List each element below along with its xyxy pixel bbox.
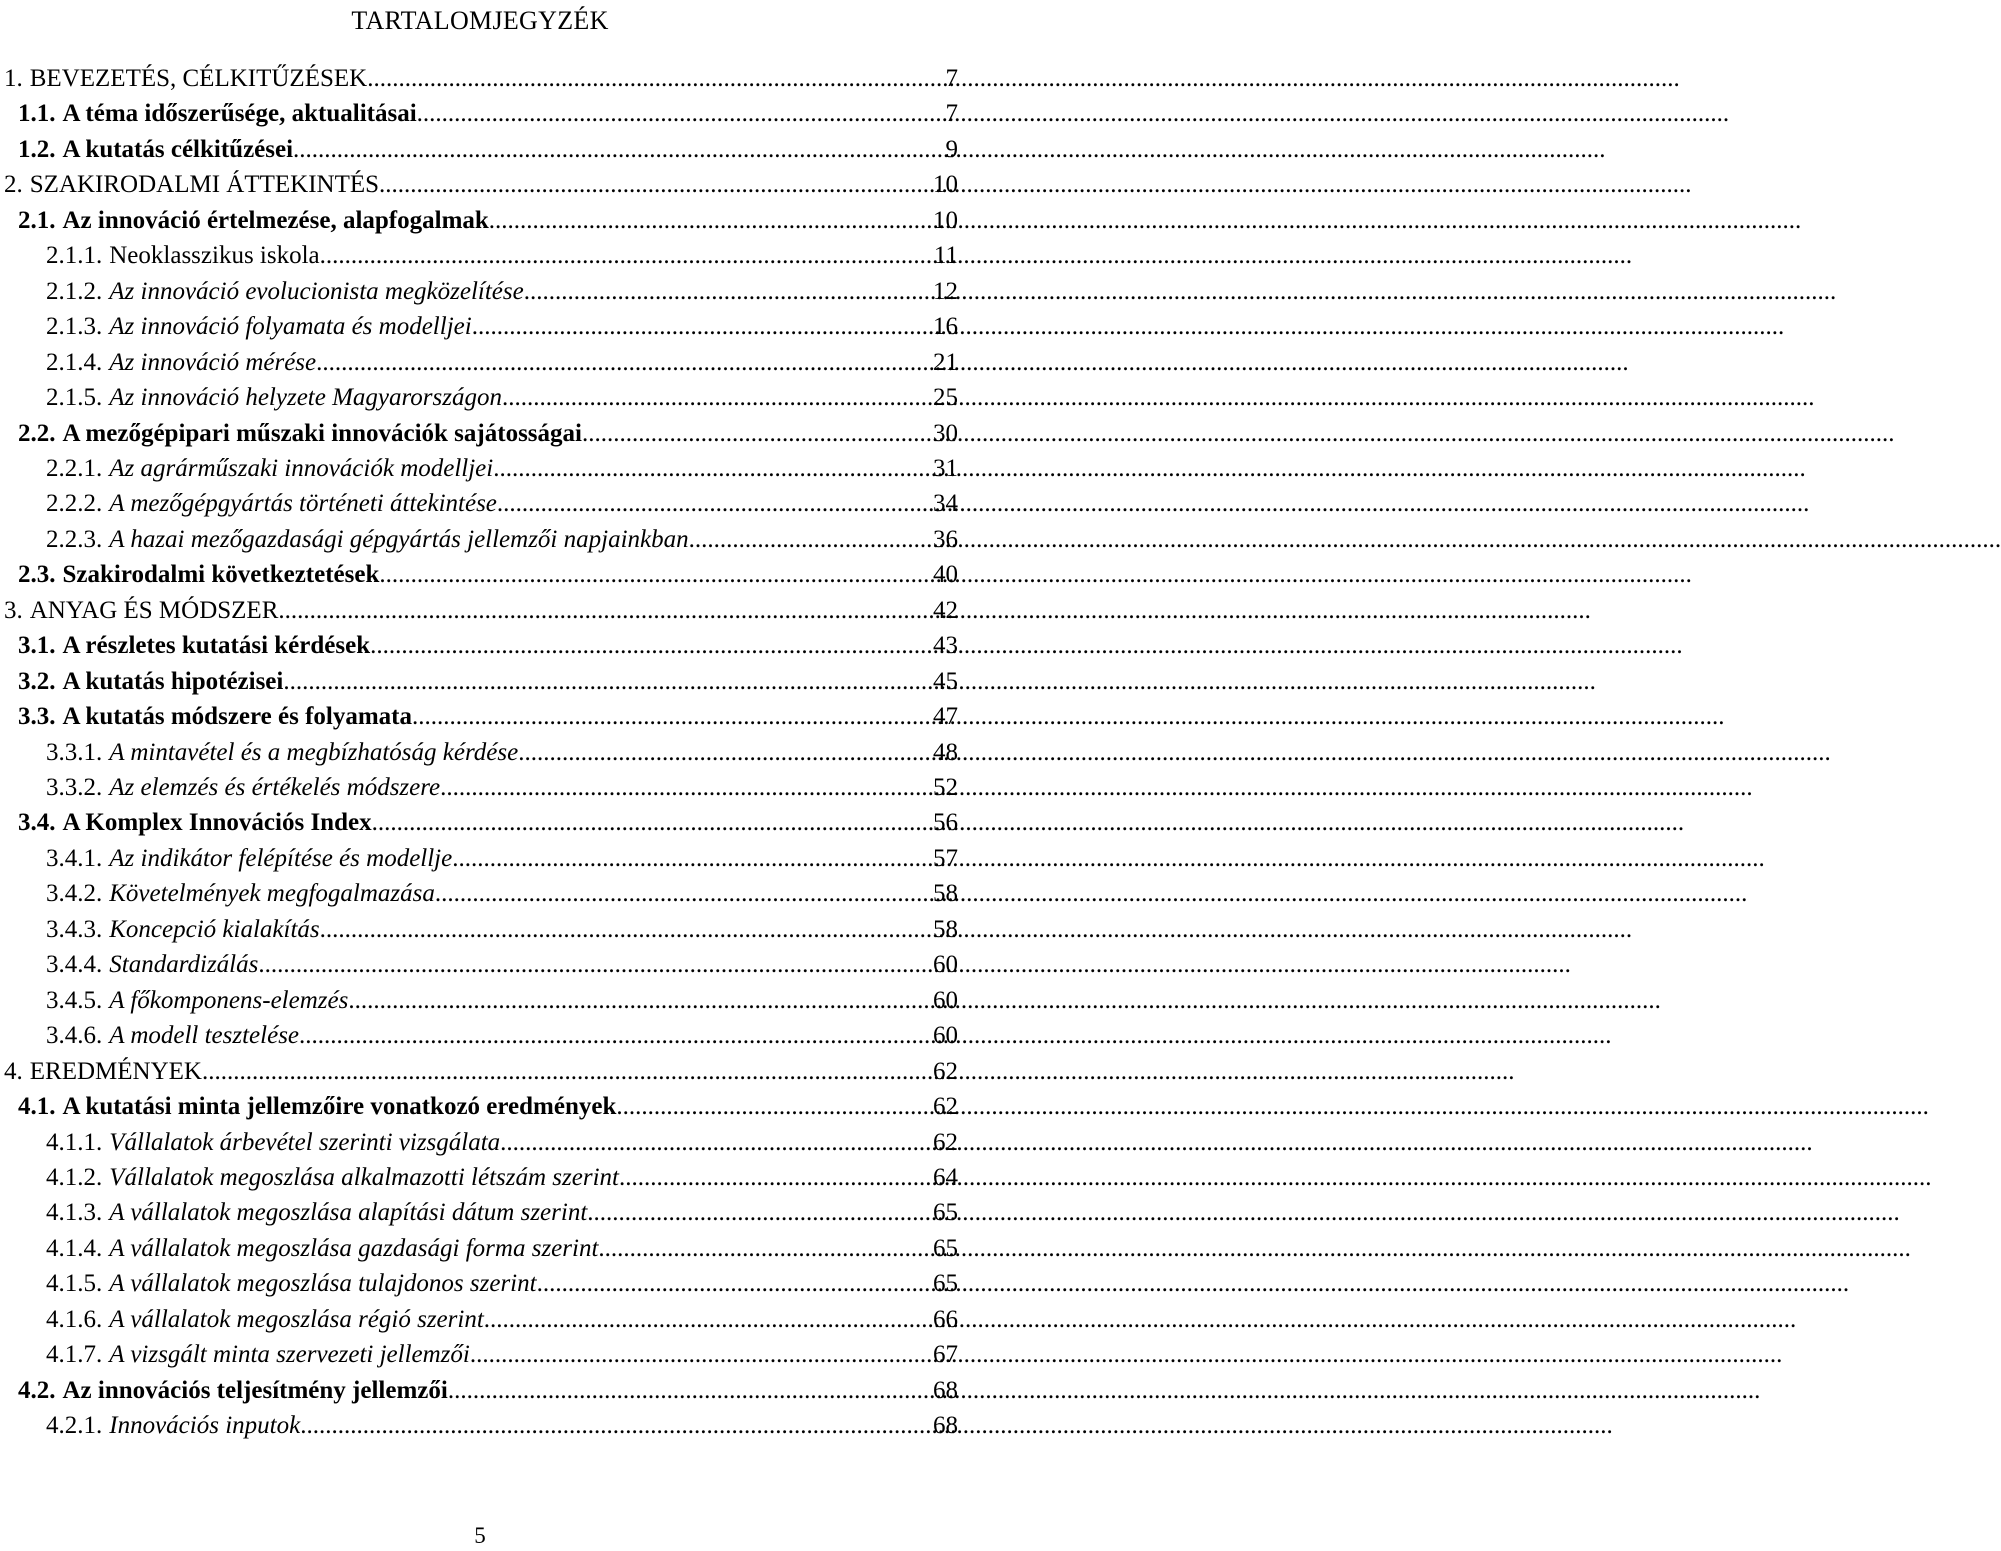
- toc-entry-page: 7: [945, 65, 958, 92]
- toc-entry-number: 2.1.2.: [46, 277, 103, 305]
- toc-entry-title: SZAKIRODALMI ÁTTEKINTÉS: [29, 171, 380, 199]
- toc-entry-number: 4.1.1.: [46, 1128, 103, 1156]
- toc-entry-page: 42: [933, 596, 958, 624]
- toc-entry-page: 21: [933, 348, 958, 376]
- toc-entry-page: 45: [933, 667, 958, 695]
- toc-entry-number: 3.3.1.: [46, 738, 103, 766]
- toc-entry-title: Koncepció kialakítás: [109, 915, 320, 943]
- toc-entry-number: 3.4.: [18, 809, 56, 837]
- toc-entry-number: 4.1.3.: [46, 1199, 103, 1227]
- toc-entry-number: 4.2.1.: [46, 1412, 103, 1440]
- toc-entry-page: 10: [933, 206, 958, 234]
- toc-entry-title: A Komplex Innovációs Index: [62, 809, 372, 837]
- toc-entry-title: Az innováció mérése: [109, 348, 317, 376]
- toc-entry[interactable]: [18, 1374, 958, 1408]
- toc-entry[interactable]: [18, 97, 958, 131]
- toc-entry-title: A mezőgépipari műszaki innovációk sajátosságai: [62, 419, 582, 447]
- toc-entry-number: 2.2.3.: [46, 525, 103, 553]
- dot-leader: [372, 806, 929, 840]
- toc-entry-title: BEVEZETÉS, CÉLKITŰZÉSEK: [29, 65, 368, 92]
- toc-entry-page: 64: [933, 1163, 958, 1191]
- toc-entry[interactable]: [46, 1126, 958, 1160]
- toc-entry[interactable]: [46, 1196, 958, 1230]
- toc-entry-title: Az innováció folyamata és modelljei: [109, 313, 472, 341]
- toc-entry[interactable]: [46, 948, 958, 982]
- toc-entry-title: Az innováció evolucionista megközelítése: [109, 277, 524, 305]
- toc-entry-page: 65: [933, 1234, 958, 1262]
- dot-leader: [348, 984, 929, 1018]
- toc-entry-page: 52: [933, 774, 958, 801]
- dot-leader: [435, 877, 929, 911]
- toc-entry[interactable]: [46, 1019, 958, 1053]
- toc-entry[interactable]: [4, 168, 958, 202]
- toc-entry-title: A kutatás módszere és folyamata: [62, 703, 412, 731]
- toc-entry-page: 30: [933, 419, 958, 447]
- toc-entry[interactable]: [46, 239, 958, 273]
- toc-entry-page: 9: [945, 135, 958, 163]
- toc-entry-page: 58: [933, 880, 958, 908]
- toc-entry[interactable]: [18, 204, 958, 238]
- toc-entry-title: A főkomponens-elemzés: [109, 986, 349, 1014]
- toc-entry-number: 2.1.5.: [46, 384, 103, 412]
- toc-entry-title: Az innovációs teljesítmény jellemzői: [62, 1376, 448, 1404]
- toc-entry[interactable]: [46, 452, 958, 486]
- toc-entry-page: 58: [933, 915, 958, 943]
- toc-entry-number: 2.2.1.: [46, 454, 103, 482]
- toc-entry-page: 11: [933, 242, 958, 270]
- toc-entry[interactable]: [46, 487, 958, 521]
- toc-entry-title: Az indikátor felépítése és modellje: [109, 844, 453, 872]
- toc-entry[interactable]: [4, 1055, 958, 1089]
- dot-leader: [470, 1338, 929, 1372]
- toc-entry[interactable]: [46, 310, 958, 344]
- toc-entry[interactable]: [46, 1338, 958, 1372]
- toc-entry[interactable]: [46, 736, 958, 770]
- dot-leader: [367, 62, 941, 96]
- toc-entry-page: 62: [933, 1093, 958, 1121]
- toc-entry-page: 62: [933, 1128, 958, 1156]
- dot-leader: [484, 1303, 929, 1337]
- dot-leader: [370, 629, 929, 663]
- toc-entry-page: 12: [933, 277, 958, 305]
- toc-entry[interactable]: [18, 417, 958, 451]
- toc-entry[interactable]: [46, 771, 958, 805]
- toc-entry-page: 7: [945, 100, 958, 128]
- toc-entry-title: A kutatási minta jellemzőire vonatkozó eredmények: [62, 1093, 617, 1121]
- toc-entry-page: 16: [933, 313, 958, 341]
- toc-entry-title: A téma időszerűsége, aktualitásai: [62, 100, 417, 128]
- dot-leader: [689, 523, 929, 557]
- toc-entry-page: 60: [933, 986, 958, 1014]
- toc-entry-title: Követelmények megfogalmazása: [109, 880, 435, 908]
- toc-entry[interactable]: [18, 1090, 958, 1124]
- toc-entry-number: 4.2.: [18, 1376, 56, 1404]
- toc-entry-page: 43: [933, 632, 958, 660]
- dot-leader: [587, 1196, 929, 1230]
- toc-entry-number: 2.2.: [18, 419, 56, 447]
- toc-entry-page: 66: [933, 1305, 958, 1333]
- toc-entry-title: A vizsgált minta szervezeti jellemzői: [109, 1341, 470, 1369]
- toc-entry-title: Innovációs inputok: [109, 1412, 301, 1440]
- toc-entry-number: 2.1.1.: [46, 242, 103, 270]
- toc-entry-page: 36: [933, 525, 958, 553]
- toc-entry-title: A mintavétel és a megbízhatóság kérdése: [109, 738, 519, 766]
- toc-entry-number: 2.1.4.: [46, 348, 103, 376]
- toc-entry-number: 4.1.4.: [46, 1234, 103, 1262]
- toc-entry-number: 3.: [4, 596, 23, 624]
- toc-entry-page: 57: [933, 844, 958, 872]
- document-page: [0, 0, 960, 1551]
- toc-entry-title: Az agrárműszaki innovációk modelljei: [109, 454, 494, 482]
- toc-entry-title: A kutatás célkitűzései: [62, 135, 294, 163]
- toc-entry-number: 4.1.: [18, 1093, 56, 1121]
- toc-entry-number: 3.3.: [18, 703, 56, 731]
- toc-entry-number: 3.4.6.: [46, 1022, 103, 1050]
- toc-entry-number: 2.2.2.: [46, 490, 103, 518]
- toc-entry-title: Standardizálás: [109, 951, 259, 979]
- toc-entry-title: Az elemzés és értékelés módszere: [109, 774, 441, 801]
- toc-entry-title: A modell tesztelése: [109, 1022, 300, 1050]
- toc-entry[interactable]: [46, 984, 958, 1018]
- toc-entry-page: 65: [933, 1270, 958, 1298]
- dot-leader: [440, 771, 929, 805]
- toc-entry-title: A mezőgépgyártás történeti áttekintése: [109, 490, 497, 518]
- toc-entry-page: 62: [933, 1057, 958, 1085]
- dot-leader: [616, 1090, 929, 1124]
- dot-leader: [497, 487, 929, 521]
- dot-leader: [448, 1374, 929, 1408]
- toc-entry-page: 48: [933, 738, 958, 766]
- toc-entry[interactable]: [18, 806, 958, 840]
- dot-leader: [489, 204, 929, 238]
- dot-leader: [278, 594, 929, 628]
- dot-leader: [300, 1409, 929, 1443]
- dot-leader: [502, 381, 929, 415]
- toc-entry-title: Neoklasszikus iskola: [109, 242, 320, 270]
- dot-leader: [379, 168, 929, 202]
- toc-entry[interactable]: [46, 275, 958, 309]
- dot-leader: [258, 948, 929, 982]
- dot-leader: [472, 310, 929, 344]
- toc-entry[interactable]: [46, 1409, 958, 1443]
- toc-entry[interactable]: [4, 594, 958, 628]
- dot-leader: [379, 558, 929, 592]
- dot-leader: [524, 275, 929, 309]
- dot-leader: [598, 1232, 929, 1266]
- toc-entry[interactable]: [46, 1232, 958, 1266]
- toc-entry-number: 4.1.7.: [46, 1341, 103, 1369]
- dot-leader: [283, 665, 929, 699]
- toc-entry-number: 3.4.1.: [46, 844, 103, 872]
- toc-entry-title: Vállalatok megoszlása alkalmazotti létszám szerint: [109, 1163, 619, 1191]
- dot-leader: [518, 736, 929, 770]
- toc-entry[interactable]: [46, 381, 958, 415]
- toc-entry-page: 56: [933, 809, 958, 837]
- dot-leader: [500, 1126, 929, 1160]
- dot-leader: [417, 97, 942, 131]
- toc-entry-title: A kutatás hipotézisei: [62, 667, 284, 695]
- toc-entry-number: 3.2.: [18, 667, 56, 695]
- toc-entry-page: 60: [933, 951, 958, 979]
- toc-entry[interactable]: [46, 1303, 958, 1337]
- toc-entry-title: Vállalatok árbevétel szerinti vizsgálata: [109, 1128, 501, 1156]
- page-number: 5: [474, 1523, 486, 1548]
- toc-entry[interactable]: [46, 1161, 958, 1195]
- toc-entry-page: 47: [933, 703, 958, 731]
- toc-entry-page: 68: [933, 1412, 958, 1440]
- dot-leader: [202, 1055, 929, 1089]
- dot-leader: [537, 1267, 929, 1301]
- toc-entry-number: 4.1.5.: [46, 1270, 103, 1298]
- toc-entry[interactable]: [46, 523, 958, 557]
- toc-entry-page: 31: [933, 454, 958, 482]
- dot-leader: [316, 346, 929, 380]
- dot-leader: [320, 913, 929, 947]
- toc-entry-title: EREDMÉNYEK: [29, 1057, 202, 1085]
- toc-entry-number: 1.: [4, 65, 23, 92]
- toc-entry-number: 1.1.: [18, 100, 56, 128]
- toc-entry-title: A vállalatok megoszlása alapítási dátum szerint: [109, 1199, 588, 1227]
- toc-entry[interactable]: [18, 133, 958, 167]
- dot-leader: [412, 700, 929, 734]
- toc-entry[interactable]: [46, 913, 958, 947]
- toc-entry-page: 68: [933, 1376, 958, 1404]
- toc-entry-number: 3.3.2.: [46, 774, 103, 801]
- toc-entry-title: Az innováció értelmezése, alapfogalmak: [62, 206, 489, 234]
- toc-entry-number: 1.2.: [18, 135, 56, 163]
- toc-title: TARTALOMJEGYZÉK: [351, 6, 609, 35]
- toc-entry[interactable]: [46, 1267, 958, 1301]
- dot-leader: [452, 842, 929, 876]
- toc-entry-page: 40: [933, 561, 958, 589]
- dot-leader: [493, 452, 929, 486]
- toc-entry-page: 65: [933, 1199, 958, 1227]
- dot-leader: [582, 417, 929, 451]
- toc-entry-page: 34: [933, 490, 958, 518]
- toc-entry[interactable]: [18, 665, 958, 699]
- toc-entry-title: A részletes kutatási kérdések: [62, 632, 371, 660]
- toc-entry-title: Szakirodalmi következtetések: [62, 561, 380, 589]
- toc-entry-number: 3.4.3.: [46, 915, 103, 943]
- toc-entry-page: 60: [933, 1022, 958, 1050]
- toc-entry-number: 3.4.2.: [46, 880, 103, 908]
- toc-entry-number: 4.: [4, 1057, 23, 1085]
- toc-entry-page: 10: [933, 171, 958, 199]
- toc-entry[interactable]: [18, 629, 958, 663]
- toc-entry-number: 4.1.6.: [46, 1305, 103, 1333]
- toc-entry-title: A vállalatok megoszlása régió szerint: [109, 1305, 484, 1333]
- dot-leader: [293, 133, 941, 167]
- dot-leader: [619, 1161, 929, 1195]
- toc-entry-number: 3.1.: [18, 632, 56, 660]
- toc-entry-title: A vállalatok megoszlása tulajdonos szerint: [109, 1270, 537, 1298]
- toc-entry-title: A hazai mezőgazdasági gépgyártás jellemzői napjainkban: [109, 525, 689, 553]
- toc-entry-number: 2.1.: [18, 206, 56, 234]
- toc-entry-page: 25: [933, 384, 958, 412]
- toc-entry-number: 3.4.5.: [46, 986, 103, 1014]
- toc-entry[interactable]: [4, 62, 958, 96]
- toc-entry[interactable]: [46, 346, 958, 380]
- toc-entry[interactable]: [46, 877, 958, 911]
- toc-entry[interactable]: [46, 842, 958, 876]
- dot-leader: [320, 239, 930, 273]
- toc-entry-number: 2.3.: [18, 561, 56, 589]
- toc-entry-title: A vállalatok megoszlása gazdasági forma szerint: [109, 1234, 599, 1262]
- toc-entry-title: Az innováció helyzete Magyarországon: [109, 384, 502, 412]
- toc-entry-page: 67: [933, 1341, 958, 1369]
- toc-entry-number: 3.4.4.: [46, 951, 103, 979]
- toc-entry-number: 2.: [4, 171, 23, 199]
- toc-entry[interactable]: [18, 558, 958, 592]
- toc-entry[interactable]: [18, 700, 958, 734]
- toc-entry-number: 4.1.2.: [46, 1163, 103, 1191]
- toc-entry-title: ANYAG ÉS MÓDSZER: [29, 596, 279, 624]
- dot-leader: [299, 1019, 929, 1053]
- toc-entry-number: 2.1.3.: [46, 313, 103, 341]
